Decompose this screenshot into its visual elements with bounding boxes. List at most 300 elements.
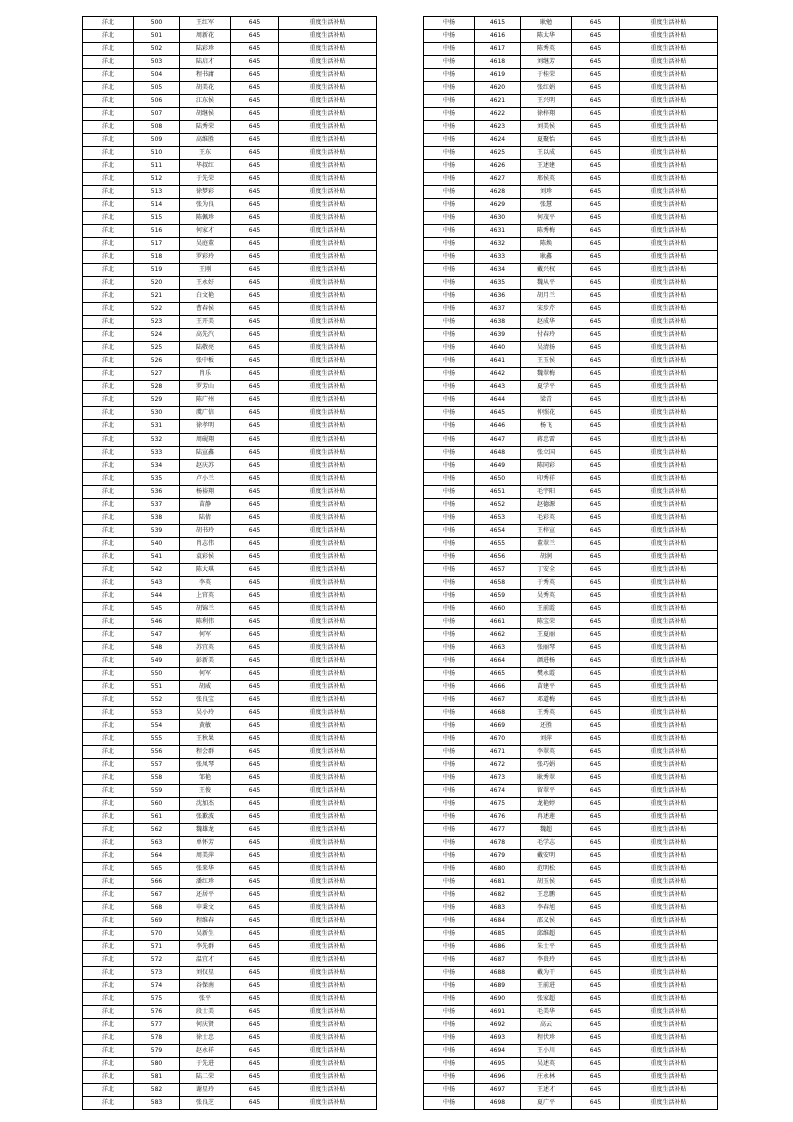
amount-cell: 645 bbox=[231, 225, 279, 238]
id-cell: 507 bbox=[134, 108, 180, 121]
right-table-body bbox=[424, 17, 718, 1110]
subsidy-type-cell: 重度生活补贴 bbox=[620, 355, 718, 368]
id-cell: 4686 bbox=[475, 941, 521, 954]
id-cell: 4659 bbox=[475, 589, 521, 602]
name-cell: 夏广平 bbox=[521, 1097, 572, 1110]
subsidy-type-cell: 重度生活补贴 bbox=[279, 407, 377, 420]
id-cell: 555 bbox=[134, 732, 180, 745]
amount-cell: 645 bbox=[231, 732, 279, 745]
town-cell: 洋北 bbox=[83, 589, 134, 602]
name-cell: 于先进 bbox=[180, 1058, 231, 1071]
subsidy-type-cell: 重度生活补贴 bbox=[620, 407, 718, 420]
town-cell: 洋北 bbox=[83, 1019, 134, 1032]
amount-cell: 645 bbox=[572, 30, 620, 43]
name-cell: 王前霞 bbox=[521, 602, 572, 615]
amount-cell: 645 bbox=[572, 889, 620, 902]
town-cell: 洋北 bbox=[83, 1097, 134, 1110]
town-cell: 洋北 bbox=[83, 641, 134, 654]
subsidy-type-cell: 重度生活补贴 bbox=[279, 316, 377, 329]
subsidy-type-cell: 重度生活补贴 bbox=[620, 160, 718, 173]
name-cell: 付春玲 bbox=[521, 329, 572, 342]
id-cell: 4663 bbox=[475, 641, 521, 654]
name-cell: 毛美华 bbox=[521, 1006, 572, 1019]
town-cell: 中扬 bbox=[424, 95, 475, 108]
table-row bbox=[424, 43, 718, 56]
town-cell: 洋北 bbox=[83, 876, 134, 889]
name-cell: 吴小玲 bbox=[180, 706, 231, 719]
table-row bbox=[83, 1071, 377, 1084]
id-cell: 4697 bbox=[475, 1084, 521, 1097]
id-cell: 4678 bbox=[475, 836, 521, 849]
amount-cell: 645 bbox=[231, 615, 279, 628]
name-cell: 张为良 bbox=[180, 199, 231, 212]
table-row bbox=[83, 836, 377, 849]
town-cell: 洋北 bbox=[83, 889, 134, 902]
id-cell: 4660 bbox=[475, 602, 521, 615]
name-cell: 谢星玲 bbox=[180, 1084, 231, 1097]
subsidy-type-cell: 重度生活补贴 bbox=[620, 459, 718, 472]
id-cell: 4629 bbox=[475, 199, 521, 212]
left-roster-table bbox=[82, 16, 377, 1110]
town-cell: 洋北 bbox=[83, 472, 134, 485]
name-cell: 上官英 bbox=[180, 589, 231, 602]
table-row bbox=[424, 342, 718, 355]
town-cell: 洋北 bbox=[83, 563, 134, 576]
id-cell: 536 bbox=[134, 485, 180, 498]
town-cell: 中扬 bbox=[424, 173, 475, 186]
name-cell: 戴兴权 bbox=[521, 264, 572, 277]
table-row bbox=[83, 628, 377, 641]
amount-cell: 645 bbox=[572, 433, 620, 446]
name-cell: 还胜 bbox=[521, 719, 572, 732]
amount-cell: 645 bbox=[231, 589, 279, 602]
subsidy-type-cell: 重度生活补贴 bbox=[620, 589, 718, 602]
table-row bbox=[424, 290, 718, 303]
amount-cell: 645 bbox=[572, 784, 620, 797]
subsidy-type-cell: 重度生活补贴 bbox=[279, 147, 377, 160]
subsidy-type-cell: 重度生活补贴 bbox=[279, 43, 377, 56]
table-row bbox=[424, 537, 718, 550]
town-cell: 洋北 bbox=[83, 290, 134, 303]
amount-cell: 645 bbox=[231, 537, 279, 550]
town-cell: 中扬 bbox=[424, 134, 475, 147]
town-cell: 洋北 bbox=[83, 576, 134, 589]
town-cell: 洋北 bbox=[83, 17, 134, 30]
amount-cell: 645 bbox=[572, 1058, 620, 1071]
table-row bbox=[424, 928, 718, 941]
id-cell: 537 bbox=[134, 498, 180, 511]
subsidy-type-cell: 重度生活补贴 bbox=[279, 602, 377, 615]
town-cell: 中扬 bbox=[424, 277, 475, 290]
name-cell: 陆敬亮 bbox=[180, 342, 231, 355]
amount-cell: 645 bbox=[231, 1071, 279, 1084]
amount-cell: 645 bbox=[572, 850, 620, 863]
name-cell: 刘美侯 bbox=[521, 121, 572, 134]
subsidy-type-cell: 重度生活补贴 bbox=[279, 355, 377, 368]
town-cell: 中扬 bbox=[424, 56, 475, 69]
subsidy-type-cell: 重度生活补贴 bbox=[279, 160, 377, 173]
amount-cell: 645 bbox=[231, 719, 279, 732]
town-cell: 洋北 bbox=[83, 498, 134, 511]
name-cell: 张立国 bbox=[521, 446, 572, 459]
amount-cell: 645 bbox=[231, 810, 279, 823]
subsidy-type-cell: 重度生活补贴 bbox=[620, 1019, 718, 1032]
name-cell: 卢小兰 bbox=[180, 472, 231, 485]
town-cell: 洋北 bbox=[83, 654, 134, 667]
table-row bbox=[424, 954, 718, 967]
id-cell: 4646 bbox=[475, 420, 521, 433]
amount-cell: 645 bbox=[231, 758, 279, 771]
table-row bbox=[424, 823, 718, 836]
town-cell: 中扬 bbox=[424, 823, 475, 836]
name-cell: 吴清扬 bbox=[521, 342, 572, 355]
subsidy-type-cell: 重度生活补贴 bbox=[620, 615, 718, 628]
table-row bbox=[424, 316, 718, 329]
name-cell: 张慧 bbox=[521, 199, 572, 212]
id-cell: 4681 bbox=[475, 876, 521, 889]
name-cell: 魏从平 bbox=[521, 277, 572, 290]
id-cell: 549 bbox=[134, 654, 180, 667]
subsidy-type-cell: 重度生活补贴 bbox=[620, 1032, 718, 1045]
subsidy-type-cell: 重度生活补贴 bbox=[620, 498, 718, 511]
town-cell: 中扬 bbox=[424, 420, 475, 433]
table-row bbox=[424, 446, 718, 459]
subsidy-type-cell: 重度生活补贴 bbox=[620, 1045, 718, 1058]
id-cell: 580 bbox=[134, 1058, 180, 1071]
id-cell: 503 bbox=[134, 56, 180, 69]
amount-cell: 645 bbox=[572, 498, 620, 511]
id-cell: 4633 bbox=[475, 251, 521, 264]
id-cell: 4695 bbox=[475, 1058, 521, 1071]
amount-cell: 645 bbox=[231, 134, 279, 147]
subsidy-type-cell: 重度生活补贴 bbox=[279, 82, 377, 95]
table-row bbox=[424, 212, 718, 225]
subsidy-type-cell: 重度生活补贴 bbox=[279, 810, 377, 823]
subsidy-type-cell: 重度生活补贴 bbox=[279, 381, 377, 394]
town-cell: 洋北 bbox=[83, 915, 134, 928]
id-cell: 534 bbox=[134, 459, 180, 472]
town-cell: 中扬 bbox=[424, 160, 475, 173]
name-cell: 于先荣 bbox=[180, 173, 231, 186]
table-row bbox=[83, 407, 377, 420]
subsidy-type-cell: 重度生活补贴 bbox=[620, 823, 718, 836]
name-cell: 董翠兰 bbox=[521, 537, 572, 550]
subsidy-type-cell: 重度生活补贴 bbox=[620, 876, 718, 889]
town-cell: 洋北 bbox=[83, 56, 134, 69]
subsidy-type-cell: 重度生活补贴 bbox=[620, 693, 718, 706]
town-cell: 中扬 bbox=[424, 876, 475, 889]
town-cell: 中扬 bbox=[424, 212, 475, 225]
name-cell: 王忠鹏 bbox=[521, 889, 572, 902]
id-cell: 552 bbox=[134, 693, 180, 706]
table-row bbox=[424, 394, 718, 407]
town-cell: 洋北 bbox=[83, 680, 134, 693]
id-cell: 4652 bbox=[475, 498, 521, 511]
subsidy-type-cell: 重度生活补贴 bbox=[279, 134, 377, 147]
subsidy-type-cell: 重度生活补贴 bbox=[279, 238, 377, 251]
id-cell: 4656 bbox=[475, 550, 521, 563]
amount-cell: 645 bbox=[572, 980, 620, 993]
table-row bbox=[424, 784, 718, 797]
subsidy-type-cell: 重度生活补贴 bbox=[620, 82, 718, 95]
table-row bbox=[83, 485, 377, 498]
name-cell: 耿勉 bbox=[521, 17, 572, 30]
id-cell: 4685 bbox=[475, 928, 521, 941]
subsidy-type-cell: 重度生活补贴 bbox=[279, 342, 377, 355]
town-cell: 洋北 bbox=[83, 342, 134, 355]
amount-cell: 645 bbox=[231, 160, 279, 173]
id-cell: 4615 bbox=[475, 17, 521, 30]
table-row bbox=[83, 498, 377, 511]
subsidy-type-cell: 重度生活补贴 bbox=[279, 95, 377, 108]
subsidy-type-cell: 重度生活补贴 bbox=[620, 264, 718, 277]
name-cell: 陈同彩 bbox=[521, 459, 572, 472]
amount-cell: 645 bbox=[231, 928, 279, 941]
table-row bbox=[424, 563, 718, 576]
id-cell: 545 bbox=[134, 602, 180, 615]
name-cell: 程维春 bbox=[180, 915, 231, 928]
amount-cell: 645 bbox=[231, 876, 279, 889]
name-cell: 陆倩 bbox=[180, 511, 231, 524]
amount-cell: 645 bbox=[231, 17, 279, 30]
subsidy-type-cell: 重度生活补贴 bbox=[279, 277, 377, 290]
table-row bbox=[424, 381, 718, 394]
name-cell: 庄永林 bbox=[521, 1071, 572, 1084]
id-cell: 4689 bbox=[475, 980, 521, 993]
id-cell: 569 bbox=[134, 915, 180, 928]
subsidy-type-cell: 重度生活补贴 bbox=[620, 290, 718, 303]
table-row bbox=[424, 199, 718, 212]
amount-cell: 645 bbox=[572, 95, 620, 108]
town-cell: 洋北 bbox=[83, 69, 134, 82]
town-cell: 中扬 bbox=[424, 1032, 475, 1045]
town-cell: 中扬 bbox=[424, 615, 475, 628]
amount-cell: 645 bbox=[572, 758, 620, 771]
name-cell: 陈焕 bbox=[521, 238, 572, 251]
town-cell: 洋北 bbox=[83, 667, 134, 680]
subsidy-type-cell: 重度生活补贴 bbox=[279, 537, 377, 550]
town-cell: 洋北 bbox=[83, 95, 134, 108]
amount-cell: 645 bbox=[572, 641, 620, 654]
id-cell: 4650 bbox=[475, 472, 521, 485]
subsidy-type-cell: 重度生活补贴 bbox=[620, 602, 718, 615]
amount-cell: 645 bbox=[231, 82, 279, 95]
name-cell: 张丽琴 bbox=[521, 641, 572, 654]
town-cell: 中扬 bbox=[424, 264, 475, 277]
subsidy-type-cell: 重度生活补贴 bbox=[279, 17, 377, 30]
subsidy-type-cell: 重度生活补贴 bbox=[620, 238, 718, 251]
town-cell: 中扬 bbox=[424, 967, 475, 980]
id-cell: 504 bbox=[134, 69, 180, 82]
town-cell: 中扬 bbox=[424, 251, 475, 264]
name-cell: 程会群 bbox=[180, 745, 231, 758]
name-cell: 张巧娟 bbox=[521, 758, 572, 771]
town-cell: 中扬 bbox=[424, 524, 475, 537]
town-cell: 洋北 bbox=[83, 511, 134, 524]
id-cell: 544 bbox=[134, 589, 180, 602]
town-cell: 洋北 bbox=[83, 394, 134, 407]
town-cell: 洋北 bbox=[83, 980, 134, 993]
amount-cell: 645 bbox=[231, 563, 279, 576]
table-row bbox=[83, 277, 377, 290]
name-cell: 刘继芳 bbox=[521, 56, 572, 69]
name-cell: 陈宝荣 bbox=[521, 615, 572, 628]
id-cell: 540 bbox=[134, 537, 180, 550]
id-cell: 571 bbox=[134, 941, 180, 954]
subsidy-type-cell: 重度生活补贴 bbox=[620, 186, 718, 199]
table-row bbox=[83, 173, 377, 186]
id-cell: 561 bbox=[134, 810, 180, 823]
town-cell: 洋北 bbox=[83, 160, 134, 173]
name-cell: 徐梦彩 bbox=[180, 186, 231, 199]
amount-cell: 645 bbox=[572, 680, 620, 693]
name-cell: 周砚翔 bbox=[180, 433, 231, 446]
id-cell: 526 bbox=[134, 355, 180, 368]
town-cell: 中扬 bbox=[424, 641, 475, 654]
id-cell: 4619 bbox=[475, 69, 521, 82]
table-row bbox=[83, 95, 377, 108]
id-cell: 4677 bbox=[475, 823, 521, 836]
amount-cell: 645 bbox=[572, 108, 620, 121]
town-cell: 洋北 bbox=[83, 524, 134, 537]
subsidy-type-cell: 重度生活补贴 bbox=[620, 511, 718, 524]
table-row bbox=[83, 472, 377, 485]
id-cell: 515 bbox=[134, 212, 180, 225]
name-cell: 王述才 bbox=[521, 1084, 572, 1097]
subsidy-type-cell: 重度生活补贴 bbox=[279, 212, 377, 225]
town-cell: 中扬 bbox=[424, 928, 475, 941]
amount-cell: 645 bbox=[231, 368, 279, 381]
id-cell: 4634 bbox=[475, 264, 521, 277]
town-cell: 洋北 bbox=[83, 433, 134, 446]
subsidy-type-cell: 重度生活补贴 bbox=[620, 1071, 718, 1084]
name-cell: 龙艳婷 bbox=[521, 797, 572, 810]
name-cell: 邱维超 bbox=[521, 928, 572, 941]
subsidy-type-cell: 重度生活补贴 bbox=[620, 563, 718, 576]
table-row bbox=[424, 264, 718, 277]
name-cell: 吴庭董 bbox=[180, 238, 231, 251]
amount-cell: 645 bbox=[231, 967, 279, 980]
name-cell: 王以成 bbox=[521, 147, 572, 160]
table-row bbox=[424, 30, 718, 43]
id-cell: 527 bbox=[134, 368, 180, 381]
amount-cell: 645 bbox=[231, 95, 279, 108]
town-cell: 中扬 bbox=[424, 459, 475, 472]
id-cell: 4632 bbox=[475, 238, 521, 251]
name-cell: 胡美花 bbox=[180, 82, 231, 95]
table-row bbox=[424, 173, 718, 186]
town-cell: 中扬 bbox=[424, 381, 475, 394]
id-cell: 514 bbox=[134, 199, 180, 212]
id-cell: 4662 bbox=[475, 628, 521, 641]
name-cell: 江东侯 bbox=[180, 95, 231, 108]
name-cell: 李英 bbox=[180, 576, 231, 589]
id-cell: 4674 bbox=[475, 784, 521, 797]
subsidy-type-cell: 重度生活补贴 bbox=[620, 134, 718, 147]
town-cell: 洋北 bbox=[83, 121, 134, 134]
table-row bbox=[424, 186, 718, 199]
right-roster-table bbox=[423, 16, 718, 1110]
id-cell: 4630 bbox=[475, 212, 521, 225]
amount-cell: 645 bbox=[231, 1058, 279, 1071]
amount-cell: 645 bbox=[231, 784, 279, 797]
subsidy-type-cell: 重度生活补贴 bbox=[279, 186, 377, 199]
table-row bbox=[424, 863, 718, 876]
id-cell: 520 bbox=[134, 277, 180, 290]
table-row bbox=[424, 993, 718, 1006]
id-cell: 4682 bbox=[475, 889, 521, 902]
name-cell: 陈利伟 bbox=[180, 615, 231, 628]
table-row bbox=[424, 576, 718, 589]
id-cell: 4641 bbox=[475, 355, 521, 368]
amount-cell: 645 bbox=[572, 667, 620, 680]
table-row bbox=[424, 147, 718, 160]
amount-cell: 645 bbox=[231, 459, 279, 472]
table-row bbox=[83, 758, 377, 771]
subsidy-type-cell: 重度生活补贴 bbox=[279, 30, 377, 43]
table-row bbox=[83, 329, 377, 342]
amount-cell: 645 bbox=[231, 121, 279, 134]
id-cell: 4654 bbox=[475, 524, 521, 537]
amount-cell: 645 bbox=[572, 329, 620, 342]
town-cell: 中扬 bbox=[424, 732, 475, 745]
name-cell: 陈大琪 bbox=[180, 563, 231, 576]
name-cell: 陆彩珍 bbox=[180, 43, 231, 56]
town-cell: 中扬 bbox=[424, 602, 475, 615]
id-cell: 548 bbox=[134, 641, 180, 654]
amount-cell: 645 bbox=[572, 82, 620, 95]
amount-cell: 645 bbox=[572, 173, 620, 186]
name-cell: 何庆贤 bbox=[180, 1019, 231, 1032]
table-row bbox=[83, 394, 377, 407]
subsidy-type-cell: 重度生活补贴 bbox=[279, 680, 377, 693]
id-cell: 570 bbox=[134, 928, 180, 941]
table-row bbox=[424, 902, 718, 915]
subsidy-type-cell: 重度生活补贴 bbox=[279, 199, 377, 212]
name-cell: 陈佩珍 bbox=[180, 212, 231, 225]
subsidy-type-cell: 重度生活补贴 bbox=[279, 511, 377, 524]
town-cell: 洋北 bbox=[83, 368, 134, 381]
town-cell: 中扬 bbox=[424, 82, 475, 95]
subsidy-type-cell: 重度生活补贴 bbox=[279, 863, 377, 876]
subsidy-type-cell: 重度生活补贴 bbox=[279, 498, 377, 511]
town-cell: 中扬 bbox=[424, 43, 475, 56]
table-row bbox=[424, 95, 718, 108]
amount-cell: 645 bbox=[572, 563, 620, 576]
amount-cell: 645 bbox=[572, 876, 620, 889]
town-cell: 洋北 bbox=[83, 863, 134, 876]
table-row bbox=[424, 355, 718, 368]
amount-cell: 645 bbox=[572, 342, 620, 355]
subsidy-type-cell: 重度生活补贴 bbox=[620, 667, 718, 680]
amount-cell: 645 bbox=[572, 863, 620, 876]
town-cell: 中扬 bbox=[424, 719, 475, 732]
name-cell: 朱士平 bbox=[521, 941, 572, 954]
table-row bbox=[83, 355, 377, 368]
town-cell: 中扬 bbox=[424, 863, 475, 876]
table-row bbox=[83, 199, 377, 212]
amount-cell: 645 bbox=[231, 745, 279, 758]
id-cell: 4639 bbox=[475, 329, 521, 342]
amount-cell: 645 bbox=[231, 342, 279, 355]
subsidy-type-cell: 重度生活补贴 bbox=[620, 797, 718, 810]
table-row bbox=[424, 17, 718, 30]
table-row bbox=[83, 303, 377, 316]
town-cell: 中扬 bbox=[424, 199, 475, 212]
amount-cell: 645 bbox=[231, 680, 279, 693]
amount-cell: 645 bbox=[231, 667, 279, 680]
town-cell: 中扬 bbox=[424, 850, 475, 863]
